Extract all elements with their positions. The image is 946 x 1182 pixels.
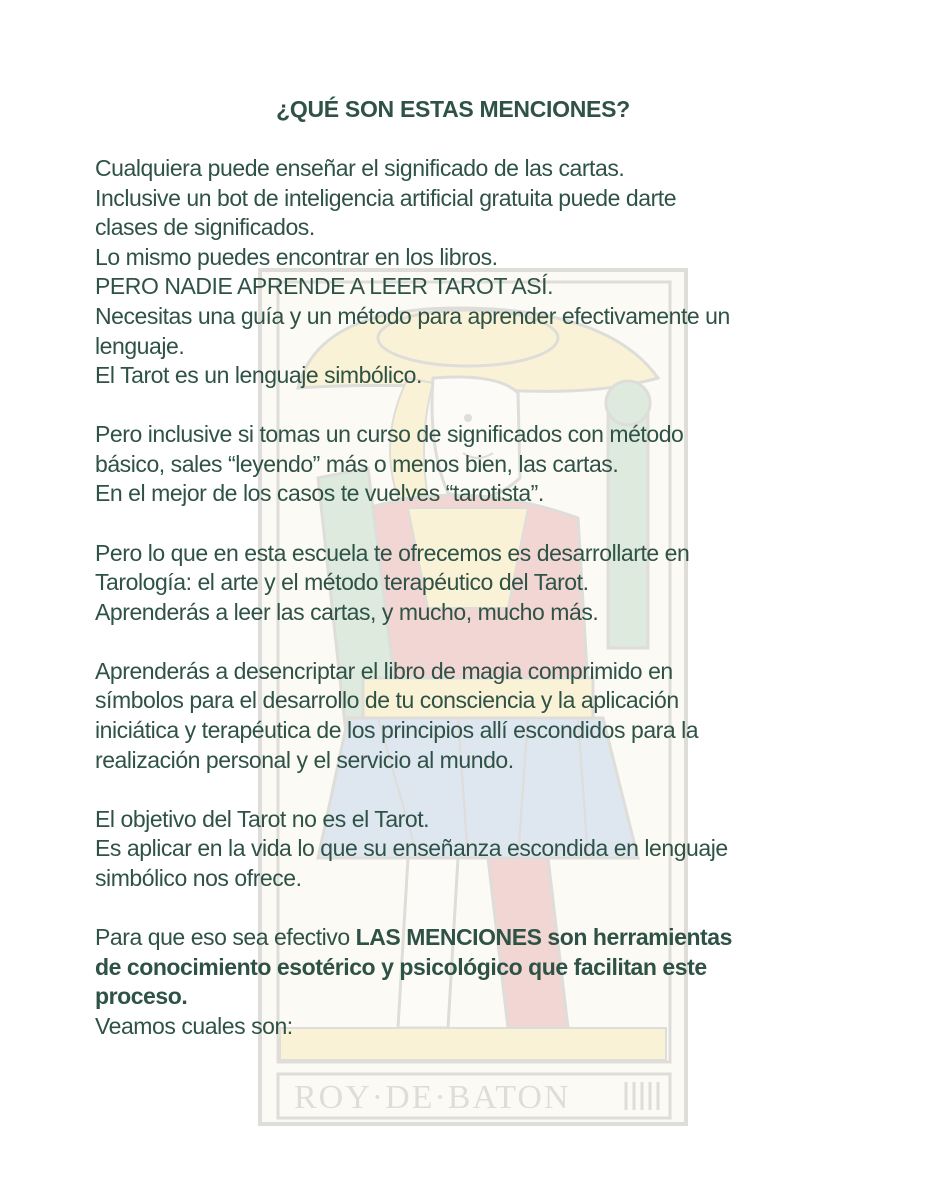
paragraph-4: [95, 657, 855, 775]
paragraph-3: [95, 539, 855, 628]
bold-text: LAS MENCIONES son herramientas: [355, 923, 732, 950]
text-line: iniciática y terapéutica de los principios allí escondidos para la: [95, 717, 699, 743]
text-line: básico, sales “leyendo” más o menos bien, las cartas.: [95, 450, 619, 477]
text-line: realización personal y el servicio al mundo.: [95, 746, 514, 773]
plain-text: Para que eso sea efectivo: [95, 923, 356, 950]
text-line: El objetivo del Tarot no es el Tarot.: [95, 805, 430, 832]
paragraph-1: [95, 154, 855, 391]
text-line: clases de significados.: [95, 214, 315, 241]
paragraph-final: [95, 923, 855, 1041]
text-line: Lo mismo puedes encontrar en los libros.: [95, 243, 498, 270]
text-line: símbolos para el desarrollo de tu consciencia y la aplicación: [95, 687, 679, 714]
text-line: En el mejor de los casos te vuelves “tarotista”.: [95, 480, 544, 507]
paragraph-2: [95, 420, 855, 509]
text-line: Tarología: el arte y el método terapéutico del Tarot.: [95, 569, 589, 596]
document-body: [95, 90, 855, 1071]
text-line: Cualquiera puede enseñar el significado de las cartas.: [95, 155, 625, 181]
text-line: Es aplicar en la vida lo que su enseñanza escondida en lenguaje: [95, 835, 728, 862]
text-line: lenguaje.: [95, 332, 185, 359]
text-line: Pero lo que en esta escuela te ofrecemos es desarrollarte en: [95, 539, 690, 566]
text-line: PERO NADIE APRENDE A LEER TAROT ASÍ.: [95, 273, 554, 300]
paragraph-5: [95, 805, 855, 894]
page-title: ¿QUÉ SON ESTAS MENCIONES?: [276, 96, 630, 122]
text-line: Aprenderás a desencriptar el libro de magia comprimido en: [95, 657, 673, 684]
bold-text-line: proceso.: [95, 983, 188, 1010]
text-line: [95, 923, 855, 953]
text-line: El Tarot es un lenguaje simbólico.: [95, 362, 422, 389]
text-line: Veamos cuales son:: [95, 1012, 293, 1039]
text-line: Inclusive un bot de inteligencia artificial gratuita puede darte: [95, 184, 677, 211]
bold-text-line: de conocimiento esotérico y psicológico que facilitan este: [95, 953, 707, 980]
text-line: Aprenderás a leer las cartas, y mucho, mucho más.: [95, 598, 599, 625]
text-line: simbólico nos ofrece.: [95, 864, 302, 891]
text-line: Pero inclusive si tomas un curso de significados con método: [95, 421, 684, 448]
text-line: Necesitas una guía y un método para aprender efectivamente un: [95, 302, 730, 329]
card-caption: ROY·DE·BATON: [294, 1079, 571, 1116]
